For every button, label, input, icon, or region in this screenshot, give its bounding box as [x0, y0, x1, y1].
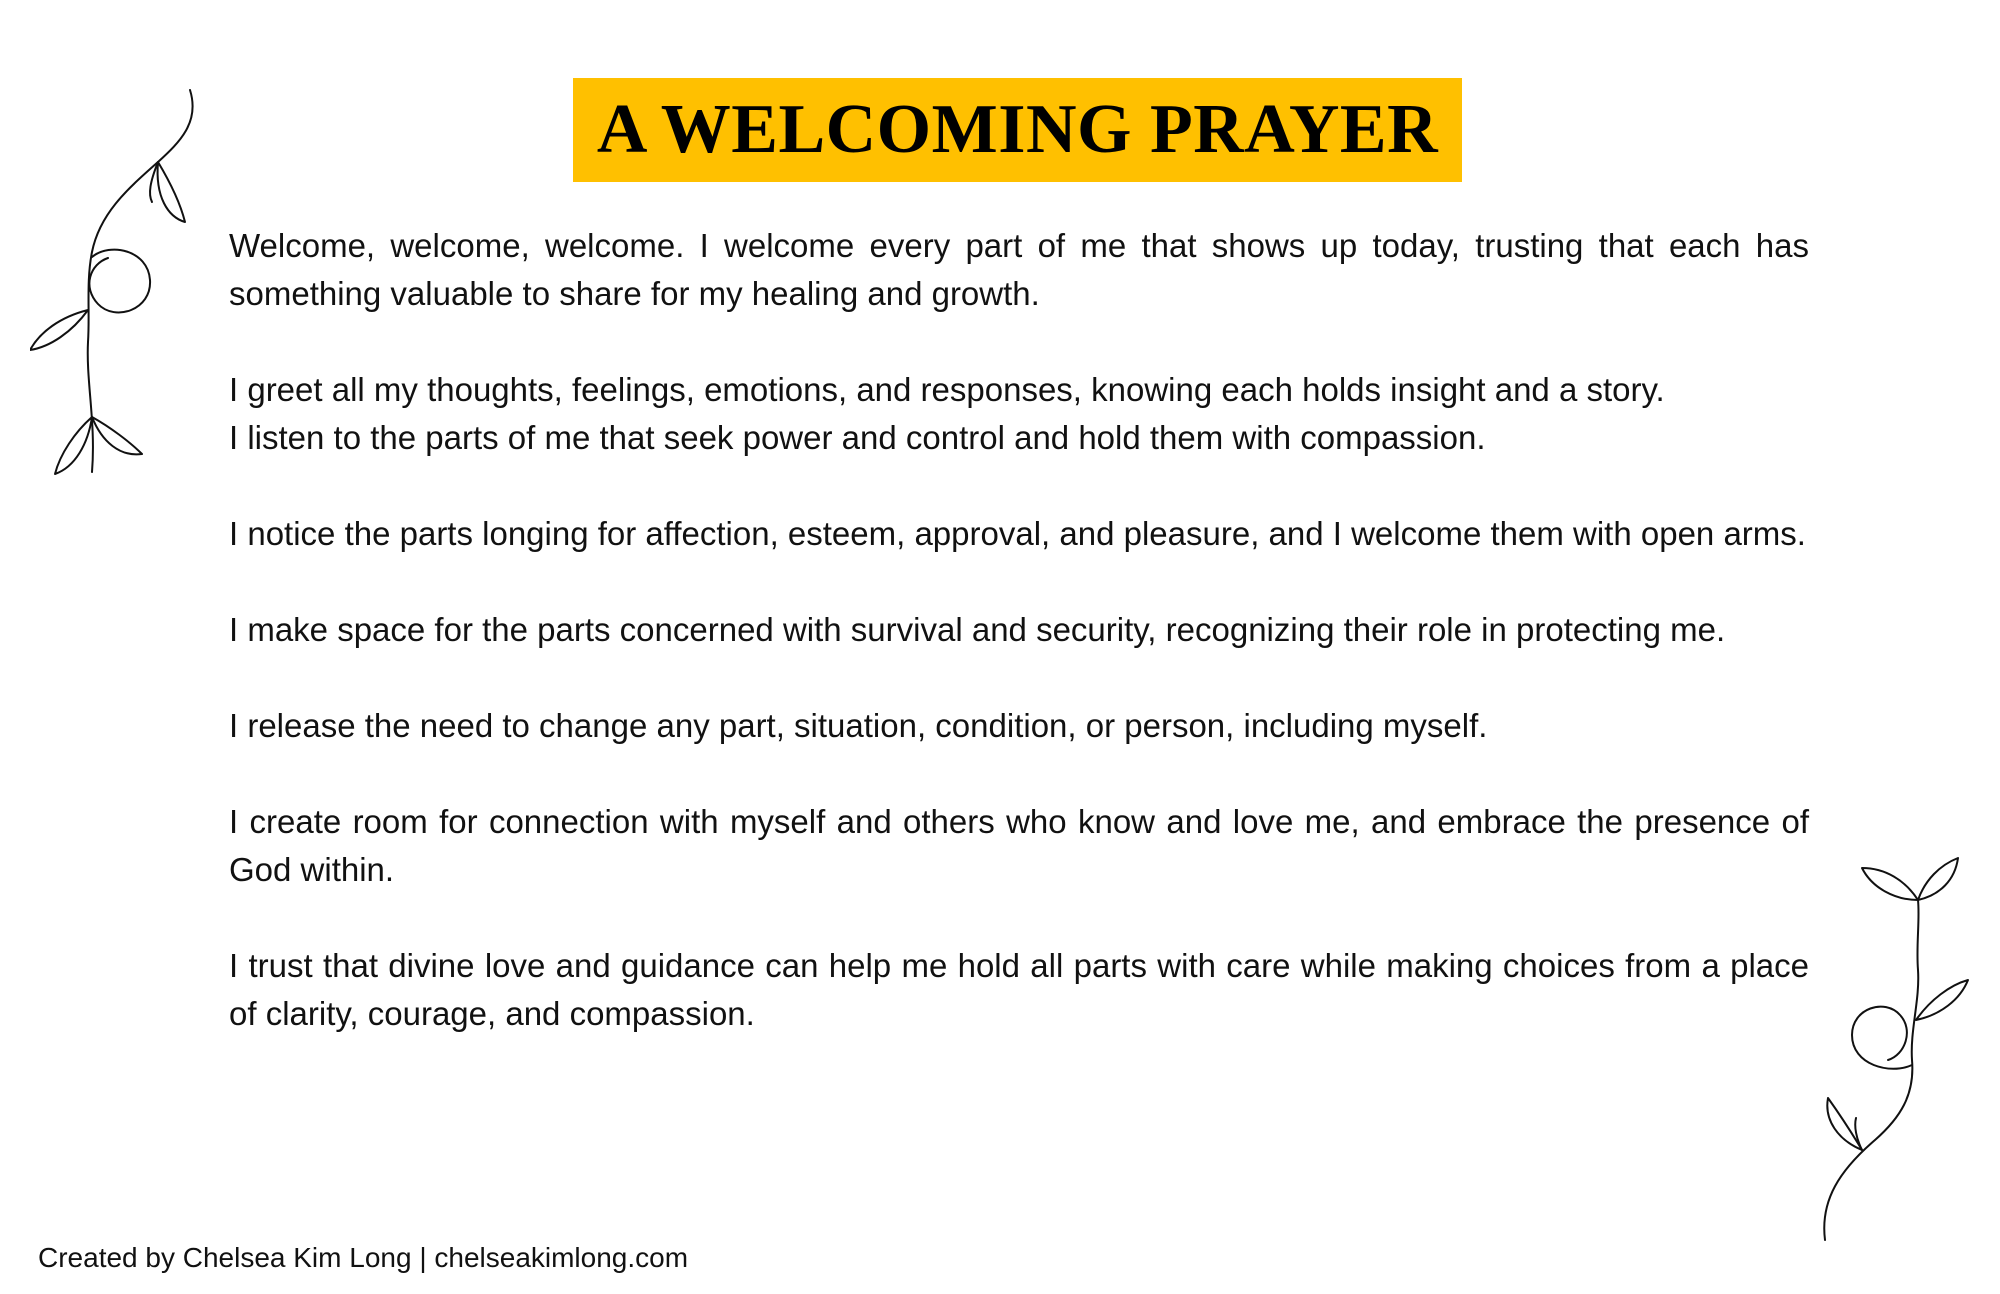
paragraph: [229, 606, 1809, 654]
paragraph-line: I release the need to change any part, situation, condition, or person, including myself.: [229, 707, 1488, 744]
paragraph-line: Welcome, welcome, welcome. I welcome every part of me that shows up today, trusting that each: [229, 227, 1741, 264]
paragraph-line: a place of clarity, courage, and compassion.: [229, 947, 1809, 1032]
paragraph-line: presence of God within.: [229, 803, 1809, 888]
paragraph-line: me.: [1670, 611, 1726, 648]
paragraph-line: I greet all my thoughts, feelings, emotions, and responses, knowing each holds insight and a story.: [229, 371, 1665, 408]
credit-line: Created by Chelsea Kim Long | chelseakimlong.com: [38, 1242, 689, 1273]
paragraph-line: I make space for the parts concerned with survival and security, recognizing their role in protecting: [229, 611, 1661, 648]
paragraph: [229, 366, 1809, 462]
paragraph: [229, 942, 1809, 1038]
vine-leaves-icon: [1790, 850, 1980, 1250]
paragraph-line: I notice the parts longing for affection, esteem, approval, and pleasure, and I welcome them with: [229, 515, 1632, 552]
paragraph: [229, 222, 1809, 318]
paragraph: [229, 702, 1809, 750]
paragraph-line: I listen to the parts of me that seek power and control and hold them with compassion.: [229, 419, 1486, 456]
paragraph: [229, 798, 1809, 894]
paragraph-line: I create room for connection with myself and others who know and love me, and embrace the: [229, 803, 1624, 840]
paragraph-line: open arms.: [1640, 515, 1806, 552]
paragraph: [229, 510, 1809, 558]
paragraph-line: I trust that divine love and guidance can help me hold all parts with care while making choices from: [229, 947, 1692, 984]
prayer-body: [229, 222, 1809, 1038]
page-title: A WELCOMING PRAYER: [596, 91, 1439, 168]
paragraph-line: has something valuable to share for my healing and growth.: [229, 227, 1809, 312]
title-banner: [573, 78, 1462, 182]
vine-leaves-icon: [30, 82, 210, 482]
